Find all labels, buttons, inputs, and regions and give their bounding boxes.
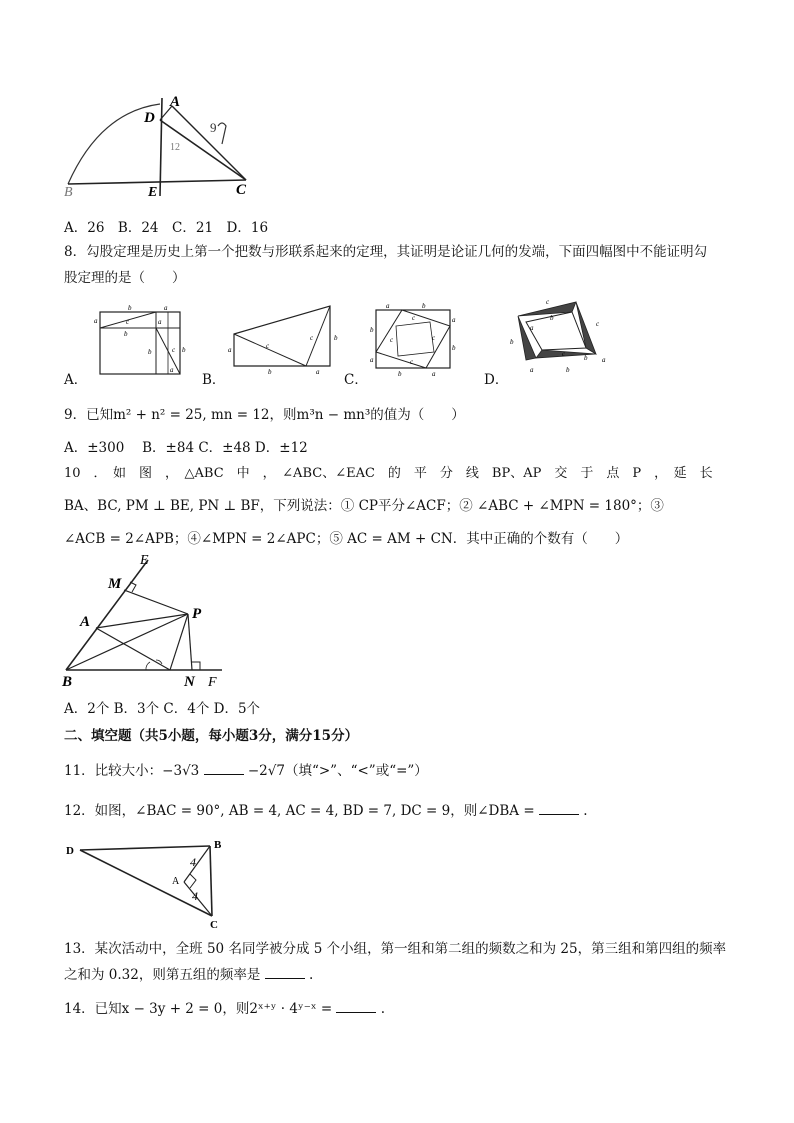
q8-figure-c bbox=[368, 300, 460, 378]
q12-mark-4b: 4 bbox=[192, 889, 198, 903]
svg-text:a: a bbox=[602, 356, 606, 364]
q8-figure-b bbox=[226, 300, 342, 378]
section2-heading: 二、填空题（共5小题，每小题3分，满分15分） bbox=[64, 728, 359, 744]
svg-text:b: b bbox=[370, 326, 374, 334]
q12-label-A: A bbox=[172, 876, 180, 887]
q13-line2: 之和为 0.32，则第五组的频率是 bbox=[64, 967, 261, 983]
q10-line3: ∠ACB = 2∠APB；④∠MPN = 2∠APC；⑤ AC = AM + CN．其中正确的个数有（ ） bbox=[64, 531, 629, 547]
svg-text:b: b bbox=[422, 302, 426, 310]
svg-text:b: b bbox=[550, 314, 554, 322]
q11-line bbox=[64, 759, 428, 779]
q8-figure-d bbox=[506, 296, 610, 378]
svg-text:a: a bbox=[316, 368, 320, 376]
q12-stem: 12．如图，∠BAC = 90°, AB = 4, AC = 4, BD = 7, DC = 9，则∠DBA = bbox=[64, 803, 535, 819]
q12-label-C: C bbox=[210, 919, 218, 931]
svg-text:b: b bbox=[566, 366, 570, 374]
q10-label-E: E bbox=[140, 554, 149, 568]
svg-text:c: c bbox=[562, 350, 566, 358]
q13-line2-wrap bbox=[64, 963, 313, 983]
svg-text:a: a bbox=[170, 366, 174, 374]
svg-text:c: c bbox=[546, 298, 550, 306]
q7-label-A: A bbox=[170, 94, 181, 110]
q8-option-b-label: B． bbox=[202, 372, 226, 388]
q12-line bbox=[64, 799, 588, 819]
q14-stem: 14．已知x − 3y + 2 = 0，则2ˣ⁺ʸ · 4ʸ⁻ˣ = bbox=[64, 1001, 333, 1017]
svg-text:b: b bbox=[334, 334, 338, 342]
svg-text:a: a bbox=[386, 302, 390, 310]
q7-options: A．26 B．24 C．21 D．16 bbox=[64, 220, 269, 236]
q10-bisector-figure bbox=[60, 554, 230, 690]
q7-triangle-figure bbox=[60, 92, 260, 202]
q8-option-d-label: D． bbox=[484, 372, 509, 388]
q13-answer-blank[interactable] bbox=[265, 966, 305, 979]
q12-end: . bbox=[583, 803, 588, 819]
q14-end: . bbox=[380, 1001, 386, 1017]
q10-label-F: F bbox=[208, 675, 217, 690]
q10-label-P: P bbox=[192, 606, 202, 622]
svg-text:b: b bbox=[148, 348, 152, 356]
q12-label-B: B bbox=[214, 839, 222, 851]
q12-mark-4a: 4 bbox=[190, 855, 196, 869]
q10-options: A．2个 B．3个 C．4个 D．5个 bbox=[64, 701, 261, 717]
svg-text:b: b bbox=[182, 346, 186, 354]
svg-text:a: a bbox=[530, 324, 534, 332]
q11-prefix: 11．比较大小：−3√3 bbox=[64, 763, 200, 779]
q8-option-c-label: C． bbox=[344, 372, 368, 388]
svg-text:a: a bbox=[432, 370, 436, 378]
q8-stem-line1: 8．勾股定理是历史上第一个把数与形联系起来的定理，其证明是论证几何的发端，下面四幅图中不能证明勾 bbox=[64, 244, 708, 260]
svg-text:a: a bbox=[452, 316, 456, 324]
q8-stem-line2: 股定理的是（ ） bbox=[64, 270, 186, 286]
svg-text:b: b bbox=[584, 354, 588, 362]
svg-text:b: b bbox=[268, 368, 272, 376]
q9-options: A．±300 B．±84 C．±48 D．±12 bbox=[64, 440, 308, 456]
q10-label-A: A bbox=[80, 614, 91, 630]
svg-text:c: c bbox=[172, 346, 176, 354]
svg-text:b: b bbox=[398, 370, 402, 378]
q7-label-D: D bbox=[144, 110, 155, 126]
q12-answer-blank[interactable] bbox=[539, 802, 579, 815]
q7-mark-9: 9 bbox=[210, 120, 217, 135]
q14-answer-blank[interactable] bbox=[336, 1000, 376, 1013]
q7-label-E: E bbox=[148, 185, 158, 200]
q7-mark-12: 12 bbox=[170, 142, 180, 153]
q8-option-a-label: A． bbox=[64, 372, 88, 388]
q10-label-B: B bbox=[62, 674, 73, 690]
svg-text:a: a bbox=[228, 346, 232, 354]
q9-stem: 9．已知m² + n² = 25, mn = 12，则m³n − mn³的值为（ ） bbox=[64, 407, 465, 423]
svg-text:a: a bbox=[530, 366, 534, 374]
svg-text:a: a bbox=[94, 317, 98, 325]
svg-text:c: c bbox=[266, 342, 270, 350]
svg-text:c: c bbox=[390, 336, 394, 344]
svg-text:a: a bbox=[370, 356, 374, 364]
q13-line1: 13．某次活动中，全班 50 名同学被分成 5 个小组，第一组和第二组的频数之和为 25，第三组和第四组的频率 bbox=[64, 941, 727, 957]
q10-line1: 10 ． 如 图 ， △ABC 中 ， ∠ABC、∠EAC 的 平 分 线 BP、AP 交 于 点 P ， 延 长 bbox=[64, 466, 713, 481]
q14-line bbox=[64, 997, 385, 1017]
svg-text:b: b bbox=[452, 344, 456, 352]
svg-text:c: c bbox=[410, 358, 414, 366]
q7-label-B: B bbox=[64, 185, 73, 200]
q11-answer-blank[interactable] bbox=[204, 762, 244, 775]
svg-text:c: c bbox=[310, 334, 314, 342]
q13-end: . bbox=[308, 967, 314, 983]
svg-text:b: b bbox=[124, 330, 128, 338]
q7-label-C: C bbox=[236, 182, 247, 198]
svg-text:c: c bbox=[596, 320, 600, 328]
svg-text:b: b bbox=[510, 338, 514, 346]
svg-text:c: c bbox=[412, 314, 416, 322]
svg-text:b: b bbox=[128, 304, 132, 312]
q10-label-M: M bbox=[108, 576, 122, 592]
svg-text:a: a bbox=[164, 304, 168, 312]
q12-triangle-figure bbox=[60, 832, 230, 932]
q10-label-N: N bbox=[184, 674, 195, 690]
q8-figure-a bbox=[92, 302, 188, 378]
q11-suffix: −2√7（填“>”、“<”或“=”） bbox=[247, 763, 428, 779]
svg-text:c: c bbox=[126, 318, 130, 326]
svg-text:c: c bbox=[432, 334, 436, 342]
q12-label-D: D bbox=[66, 845, 74, 857]
q10-line2: BA、BC, PM ⊥ BE, PN ⊥ BF，下列说法：① CP平分∠ACF；② ∠ABC + ∠MPN = 180°；③ bbox=[64, 498, 664, 514]
svg-text:a: a bbox=[158, 318, 162, 326]
